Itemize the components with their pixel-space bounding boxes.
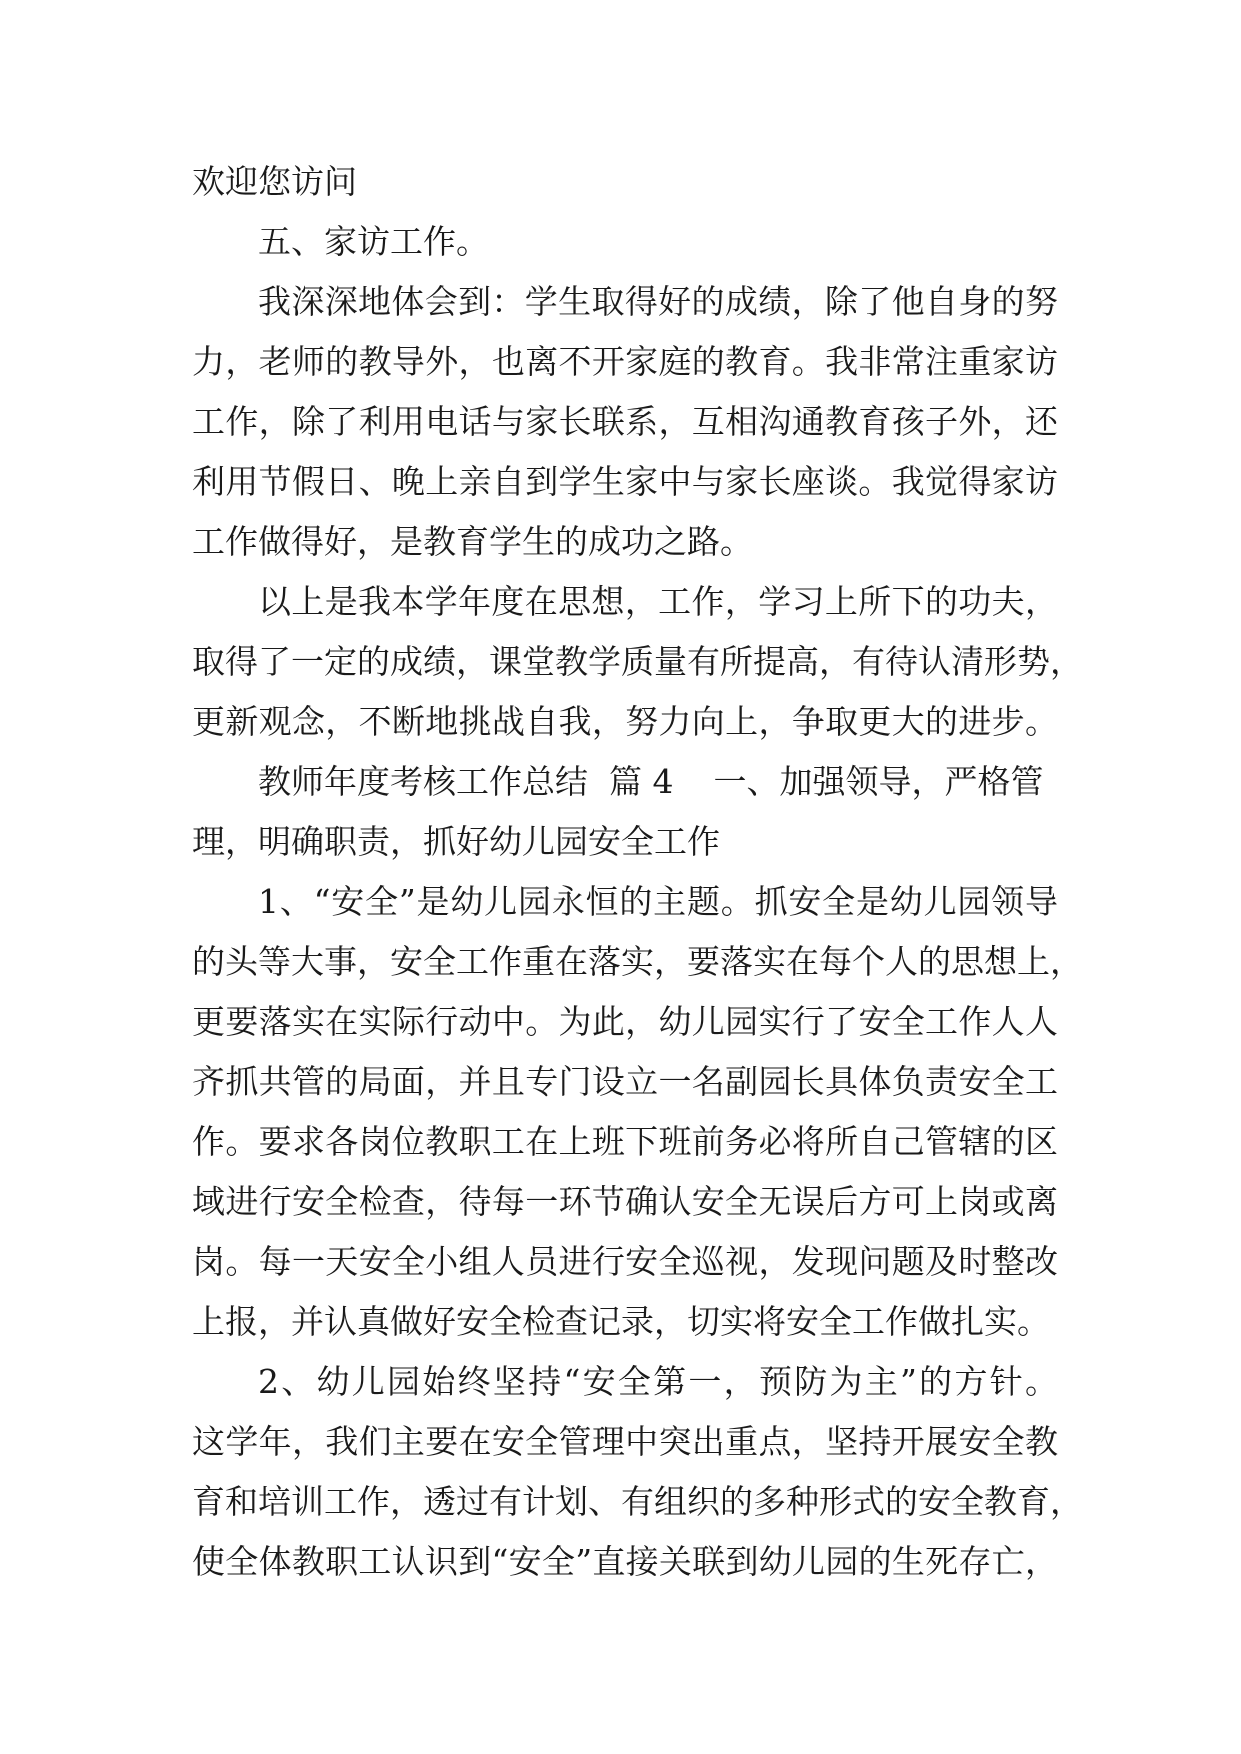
paragraph-line: 我深深地体会到：学生取得好的成绩，除了他自身的努 (258, 282, 1058, 321)
welcome-text: 欢迎您访问 (192, 162, 357, 201)
article-title-line (192, 752, 1058, 812)
paragraph-line: 更新观念，不断地挑战自我，努力向上，争取更大的进步。 (192, 702, 1058, 741)
section-heading-home-visit: 五、家访工作。 (258, 222, 489, 261)
paragraph-line: 这学年，我们主要在安全管理中突出重点，坚持开展安全教 (192, 1422, 1058, 1461)
paragraph-line: 育和培训工作，透过有计划、有组织的多种形式的安全教育， (192, 1482, 1083, 1521)
paragraph-line: 的头等大事，安全工作重在落实，要落实在每个人的思想上， (192, 942, 1083, 981)
paragraph-line: 作。要求各岗位教职工在上班下班前务必将所自己管辖的区 (192, 1122, 1058, 1161)
paragraph-line: 岗。每一天安全小组人员进行安全巡视，发现问题及时整改 (192, 1242, 1058, 1281)
paragraph-line: 以上是我本学年度在思想，工作，学习上所下的功夫， (258, 582, 1058, 621)
paragraph-line: 域进行安全检查，待每一环节确认安全无误后方可上岗或离 (192, 1182, 1058, 1221)
paragraph-line: 使全体教职工认识到“安全”直接关联到幼儿园的生死存亡， (192, 1542, 1058, 1581)
document-page (192, 152, 1083, 1592)
paragraph-line: 更要落实在实际行动中。为此，幼儿园实行了安全工作人人 (192, 1002, 1058, 1041)
paragraph-line: 1、“安全”是幼儿园永恒的主题。抓安全是幼儿园领导 (258, 882, 1058, 921)
paragraph-line: 取得了一定的成绩，课堂教学质量有所提高，有待认清形势， (192, 642, 1083, 681)
paragraph-line: 工作，除了利用电话与家长联系，互相沟通教育孩子外，还 (192, 402, 1058, 441)
section-heading-leadership-cont: 理，明确职责，抓好幼儿园安全工作 (192, 822, 720, 861)
article-title: 教师年度考核工作总结 篇 4 (258, 762, 674, 801)
paragraph-line: 上报，并认真做好安全检查记录，切实将安全工作做扎实。 (192, 1302, 1050, 1341)
paragraph-line: 工作做得好，是教育学生的成功之路。 (192, 522, 753, 561)
paragraph-line: 2、幼儿园始终坚持“安全第一，预防为主”的方针。 (258, 1362, 1058, 1401)
paragraph-line: 力，老师的教导外，也离不开家庭的教育。我非常注重家访 (192, 342, 1058, 381)
section-heading-leadership: 一、加强领导，严格管 (713, 762, 1044, 801)
paragraph-line: 齐抓共管的局面，并且专门设立一名副园长具体负责安全工 (192, 1062, 1058, 1101)
paragraph-line: 利用节假日、晚上亲自到学生家中与家长座谈。我觉得家访 (192, 462, 1058, 501)
